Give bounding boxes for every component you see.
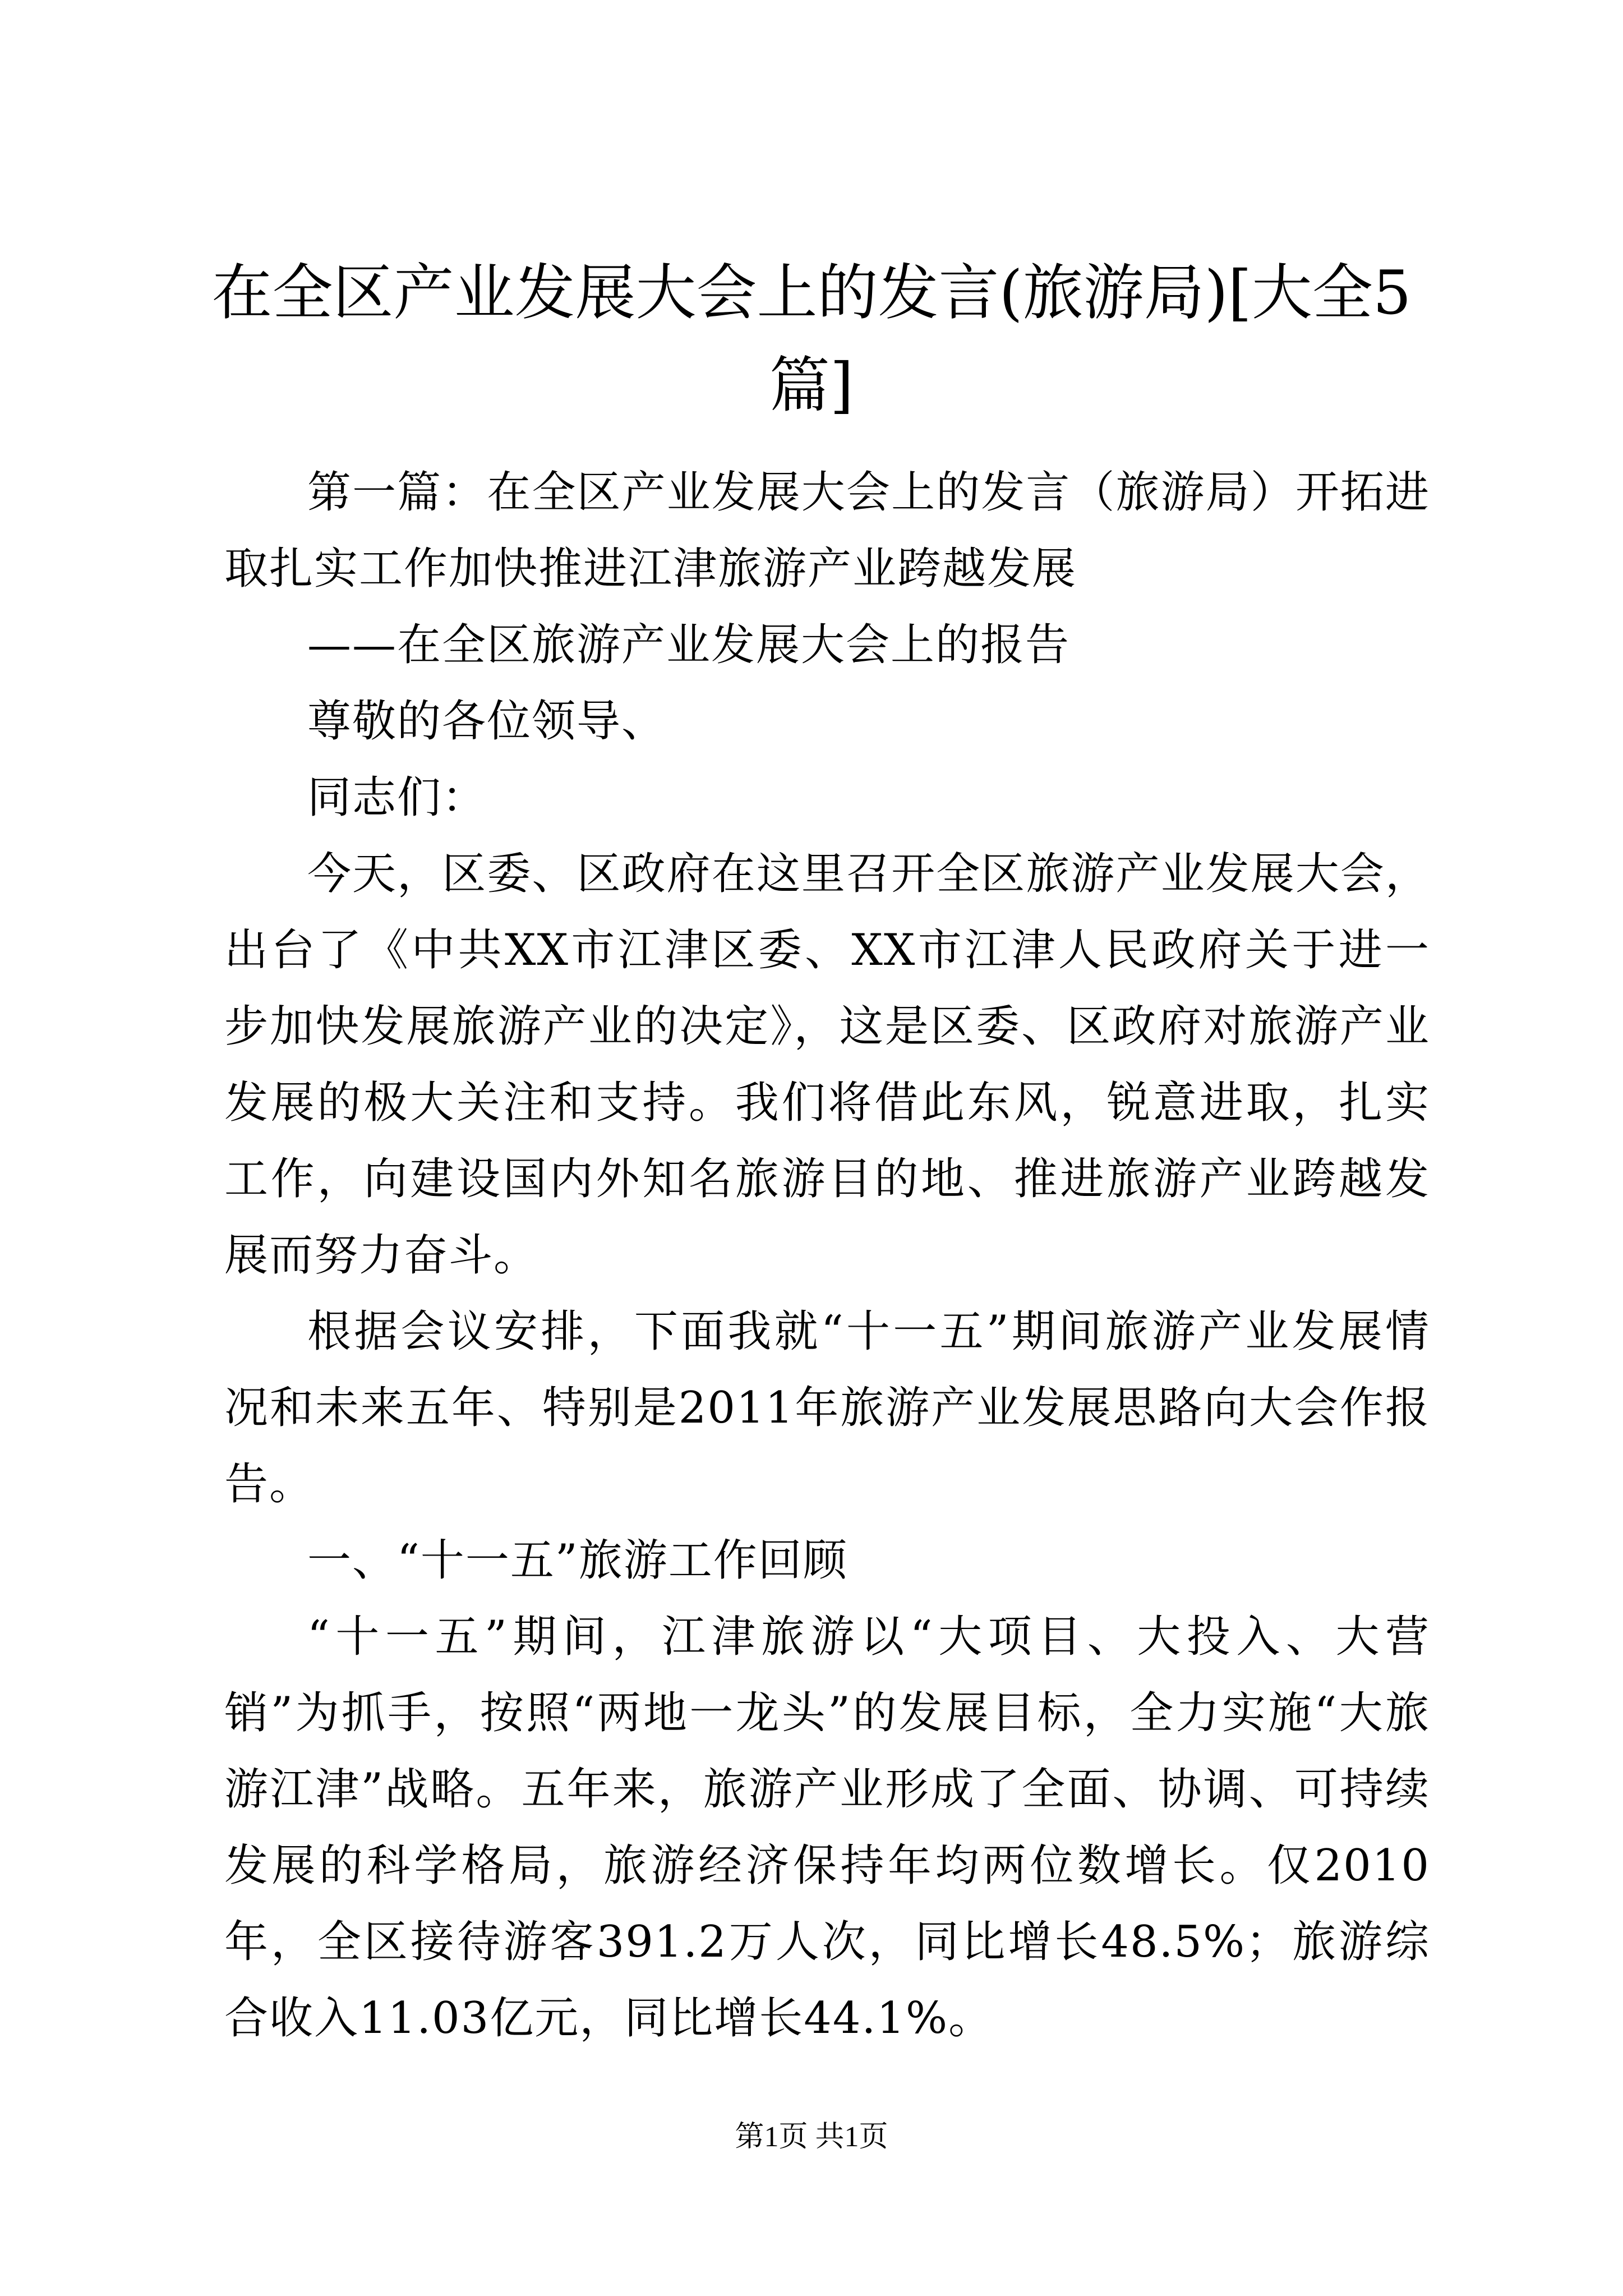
document-title: 在全区产业发展大会上的发言(旅游局)[大全5篇] (211, 258, 1412, 421)
paragraph-opening: 今天，区委、区政府在这里召开全区旅游产业发展大会，出台了《中共XX市江津区委、XX市江津人民政府关于进一步加快发展旅游产业的决定》，这是区委、区政府对旅游产业发展的极大关注和支持。我们将借此东风，锐意进取，扎实工作，向建设国内外知名旅游目的地、推进旅游产业跨越发展而努力奋斗。 (224, 849, 1430, 1281)
paragraph-section-heading: 一、“十一五”旅游工作回顾 (307, 1535, 848, 1586)
paragraph-agenda: 根据会议安排，下面我就“十一五”期间旅游产业发展情况和未来五年、特别是2011年旅游产业发展思路向大会作报告。 (224, 1306, 1430, 1510)
paragraph-subtitle: ——在全区旅游产业发展大会上的报告 (307, 620, 1071, 670)
document-body (224, 454, 1430, 2056)
paragraph-review: “十一五”期间，江津旅游以“大项目、大投入、大营销”为抓手，按照“两地一龙头”的发展目标，全力实施“大旅游江津”战略。五年来，旅游产业形成了全面、协调、可持续发展的科学格局，旅游经济保持年均两位数增长。仅2010年，全区接待游客391.2万人次，同比增长48.5%；旅游综合收入11.03亿元，同比增长44.1%。 (224, 1612, 1430, 2044)
paragraph-chapter-heading: 第一篇：在全区产业发展大会上的发言（旅游局）开拓进取扎实工作加快推进江津旅游产业跨越发展 (224, 467, 1430, 594)
page-footer: 第1页 共1页 (735, 2121, 888, 2153)
paragraph-salutation-comrades: 同志们： (307, 772, 487, 823)
paragraph-salutation-leaders: 尊敬的各位领导、 (307, 696, 667, 747)
